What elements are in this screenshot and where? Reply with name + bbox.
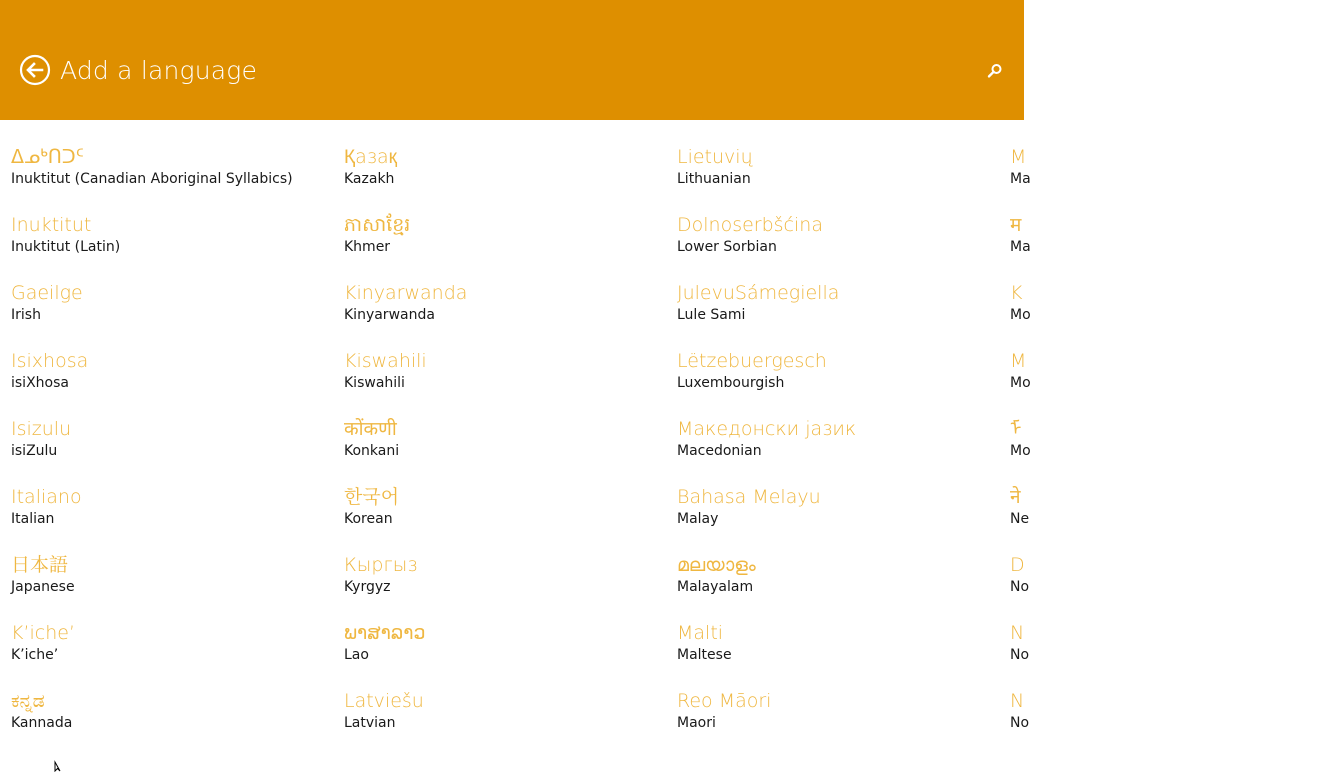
language-item[interactable]	[677, 348, 1010, 416]
language-english-name: Maori	[677, 715, 716, 731]
language-item[interactable]	[11, 688, 344, 756]
language-item[interactable]	[677, 212, 1010, 280]
language-native-name: ភាសាខ្មែរ	[344, 214, 411, 236]
language-english-name: K’iche’	[11, 647, 59, 663]
language-english-name: Mo	[1010, 375, 1031, 391]
language-english-name: Mo	[1010, 443, 1031, 459]
language-item[interactable]	[1010, 484, 1343, 552]
language-english-name: Luxembourgish	[677, 375, 785, 391]
language-native-name: N	[1010, 690, 1025, 712]
back-button[interactable]	[19, 54, 51, 86]
language-item[interactable]	[11, 348, 344, 416]
language-native-name: Bahasa Melayu	[677, 486, 821, 508]
language-native-name: ᐃᓄᒃᑎᑐᑦ	[11, 146, 84, 168]
language-native-name: Malti	[677, 622, 724, 644]
language-native-name: Gaeilge	[11, 282, 83, 304]
language-item[interactable]	[344, 620, 677, 688]
language-column-4	[1010, 144, 1343, 756]
language-item[interactable]	[1010, 416, 1343, 484]
language-item[interactable]	[344, 552, 677, 620]
language-item[interactable]	[344, 484, 677, 552]
language-item[interactable]	[11, 552, 344, 620]
language-item[interactable]	[677, 552, 1010, 620]
language-english-name: Malayalam	[677, 579, 754, 595]
language-native-name: D	[1010, 554, 1025, 576]
language-item[interactable]	[677, 280, 1010, 348]
language-english-name: isiXhosa	[11, 375, 69, 391]
language-english-name: Kiswahili	[344, 375, 405, 391]
language-item[interactable]	[1010, 280, 1343, 348]
language-native-name: ने	[1010, 486, 1021, 508]
language-item[interactable]	[1010, 348, 1343, 416]
language-english-name: Malay	[677, 511, 719, 527]
language-item[interactable]	[677, 484, 1010, 552]
language-native-name: म	[1010, 214, 1022, 236]
language-native-name: कोंकणी	[344, 418, 397, 440]
language-english-name: Macedonian	[677, 443, 762, 459]
language-native-name: Lëtzebuergesch	[677, 350, 827, 372]
language-item[interactable]	[344, 348, 677, 416]
language-native-name: ᠮ	[1010, 418, 1022, 440]
language-native-name: Dolnoserbšćina	[677, 214, 823, 236]
language-native-name: JulevuSámegiella	[677, 282, 840, 304]
language-item[interactable]	[344, 688, 677, 756]
language-item[interactable]	[1010, 212, 1343, 280]
language-item[interactable]	[677, 416, 1010, 484]
language-english-name: Ma	[1010, 239, 1031, 255]
language-english-name: No	[1010, 715, 1030, 731]
language-item[interactable]	[11, 484, 344, 552]
language-english-name: Kannada	[11, 715, 73, 731]
language-item[interactable]	[344, 416, 677, 484]
language-native-name: Lietuvių	[677, 146, 753, 168]
language-native-name: Кыргыз	[344, 554, 418, 576]
language-english-name: Lule Sami	[677, 307, 746, 323]
language-item[interactable]	[677, 144, 1010, 212]
language-native-name: Македонски јазик	[677, 418, 857, 440]
language-english-name: Irish	[11, 307, 41, 323]
language-native-name: Isizulu	[11, 418, 72, 440]
language-english-name: Khmer	[344, 239, 391, 255]
language-english-name: Kazakh	[344, 171, 395, 187]
language-english-name: Kyrgyz	[344, 579, 391, 595]
back-arrow-icon	[19, 54, 51, 86]
language-native-name: Kiswahili	[344, 350, 427, 372]
language-item[interactable]	[1010, 620, 1343, 688]
language-native-name: ಕನ್ನಡ	[11, 690, 45, 712]
language-native-name: 한국어	[344, 486, 400, 508]
language-native-name: M	[1010, 146, 1027, 168]
language-english-name: Konkani	[344, 443, 400, 459]
language-native-name: Қазақ	[344, 146, 397, 168]
language-column-2	[344, 144, 677, 756]
search-button[interactable]	[984, 60, 1006, 82]
language-item[interactable]	[344, 144, 677, 212]
language-item[interactable]	[677, 620, 1010, 688]
language-item[interactable]	[1010, 688, 1343, 756]
language-english-name: Italian	[11, 511, 55, 527]
language-native-name: Reo Māori	[677, 690, 772, 712]
language-english-name: Latvian	[344, 715, 396, 731]
language-english-name: Japanese	[11, 579, 75, 595]
language-english-name: Ma	[1010, 171, 1031, 187]
language-english-name: No	[1010, 647, 1030, 663]
language-item[interactable]	[1010, 144, 1343, 212]
language-item[interactable]	[11, 416, 344, 484]
language-item[interactable]	[1010, 552, 1343, 620]
search-icon	[984, 60, 1006, 82]
language-item[interactable]	[11, 144, 344, 212]
language-item[interactable]	[677, 688, 1010, 756]
mouse-cursor-icon	[54, 762, 64, 772]
page-title: Add a language	[60, 56, 258, 85]
language-native-name: ພາສາລາວ	[344, 622, 426, 644]
language-english-name: Ne	[1010, 511, 1030, 527]
language-column-1	[11, 144, 344, 756]
language-native-name: Latviešu	[344, 690, 424, 712]
language-native-name: Kinyarwanda	[344, 282, 468, 304]
language-english-name: Inuktitut (Latin)	[11, 239, 121, 255]
language-english-name: Lao	[344, 647, 369, 663]
language-english-name: Kinyarwanda	[344, 307, 435, 323]
language-native-name: N	[1010, 622, 1025, 644]
language-english-name: Lower Sorbian	[677, 239, 777, 255]
language-native-name: Italiano	[11, 486, 82, 508]
language-item[interactable]	[11, 620, 344, 688]
language-item[interactable]	[11, 212, 344, 280]
app-header	[0, 0, 1024, 120]
language-item[interactable]	[344, 212, 677, 280]
language-grid	[0, 120, 1031, 768]
language-item[interactable]	[11, 280, 344, 348]
language-english-name: Mo	[1010, 307, 1031, 323]
language-native-name: 日本語	[11, 554, 69, 576]
language-english-name: Inuktitut (Canadian Aboriginal Syllabics)	[11, 171, 293, 187]
language-english-name: isiZulu	[11, 443, 58, 459]
language-native-name: K’iche’	[11, 622, 75, 644]
language-native-name: Inuktitut	[11, 214, 92, 236]
language-native-name: K	[1010, 282, 1023, 304]
language-english-name: Korean	[344, 511, 393, 527]
language-native-name: മലയാളം	[677, 554, 756, 576]
language-english-name: Maltese	[677, 647, 732, 663]
language-native-name: M	[1010, 350, 1027, 372]
language-english-name: Lithuanian	[677, 171, 751, 187]
language-item[interactable]	[344, 280, 677, 348]
language-english-name: No	[1010, 579, 1030, 595]
language-column-3	[677, 144, 1010, 756]
language-native-name: Isixhosa	[11, 350, 89, 372]
